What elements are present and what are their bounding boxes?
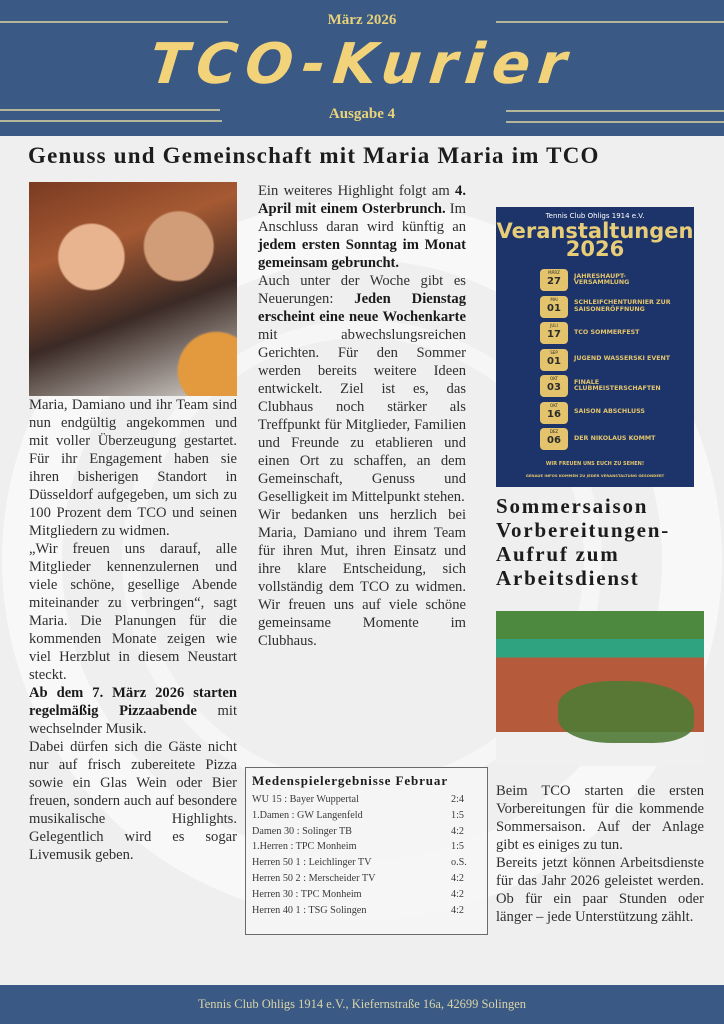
section-text — [496, 782, 704, 926]
event-name: TCO SOMMERFEST — [574, 328, 640, 336]
event-month: DEZ — [549, 429, 559, 434]
result-score: 4:2 — [451, 872, 465, 884]
result-row — [252, 808, 481, 824]
event-day: 17 — [547, 329, 561, 340]
poster-footer: WIR FREUEN UNS EUCH ZU SEHEN! — [545, 461, 645, 467]
event-date-badge — [540, 322, 568, 344]
tennis-court-photo — [496, 611, 704, 766]
event-day: 01 — [547, 302, 561, 314]
masthead — [0, 0, 724, 136]
result-score: 4:2 — [451, 888, 465, 900]
event-name: SCHLEIFCHENTURNIER ZUR SAISONERÖFFNUNG — [574, 299, 671, 313]
issue-date: März 2026 — [327, 12, 397, 28]
events-poster — [496, 207, 694, 487]
result-score: 1:5 — [451, 841, 465, 853]
event-day: 16 — [547, 408, 561, 420]
paragraph — [258, 272, 466, 506]
poster-event — [540, 375, 674, 397]
event-month: OKT — [550, 402, 558, 408]
event-date-badge — [540, 269, 568, 291]
paragraph: Bereits jetzt können Arbeitsdienste für das Jahr 2026 geleistet werden. Ob für ein paar Stunden oder länger – jede Unterstützung zählt. — [496, 855, 704, 925]
poster-title — [496, 219, 694, 261]
paragraph: Dabei dürfen sich die Gäste nicht nur auf frisch zubereitete Pizza sowie ein Glas Wein oder Bier freuen, sondern auch auf besondere musikalische Highlights. Gelegentlich wird es sogar Livemusik geben. — [29, 739, 237, 863]
event-month: OKT — [550, 376, 558, 381]
footer-address: Tennis Club Ohligs 1914 e.V., Kiefernstraße 16a, 42699 Solingen — [0, 985, 724, 1024]
article-column-2 — [258, 182, 466, 650]
highlight-text: jedem ersten Sonntag im Monat gemeinsam gebruncht. — [258, 237, 466, 271]
result-match: Herren 30 : TPC Monheim — [252, 888, 362, 900]
event-date-badge — [540, 375, 568, 397]
result-score: 4:2 — [451, 904, 465, 916]
event-date-badge — [540, 349, 568, 371]
event-name: JAHRESHAUPT-VERSAMMLUNG — [574, 272, 630, 286]
poster-title-line: Veranstaltungen — [496, 219, 694, 243]
event-date-badge — [540, 402, 568, 424]
event-month: MAI — [550, 296, 558, 302]
chefs-photo — [29, 182, 237, 396]
paragraph: Beim TCO starten die ersten Vorbereitungen für die kommende Sommersaison. Auf der Anlage gibt es einiges zu tun. — [496, 783, 704, 853]
event-month: SEP — [550, 349, 558, 355]
event-month: MÄRZ — [548, 270, 560, 275]
event-name: FINALE CLUBMEISTERSCHAFTEN — [574, 378, 661, 392]
result-row — [252, 824, 481, 840]
paragraph — [258, 182, 466, 272]
event-name: DER NIKOLAUS KOMMT — [574, 434, 656, 442]
result-row — [252, 887, 481, 903]
event-date-badge — [540, 428, 568, 450]
highlight-text: Ab dem 7. März 2026 starten regelmäßig Pizzaabende — [29, 685, 237, 719]
poster-org: Tennis Club Ohligs 1914 e.V. — [545, 212, 645, 220]
paragraph: Maria, Damiano und ihr Team sind nun endgültig angekommen und mit voller Überzeugung gestartet. Für ihr Engagement haben sie ihren bisherigen Standort in Düsseldorf aufgegeben, um sich zu 100 Prozent dem TCO und seinen Mitgliedern zu widmen. — [29, 397, 237, 539]
event-day: 01 — [547, 355, 561, 367]
result-row — [252, 839, 481, 855]
event-day: 27 — [547, 276, 561, 287]
event-month: JULI — [550, 323, 558, 328]
poster-event — [540, 269, 674, 291]
result-match: Herren 40 1 : TSG Solingen — [252, 904, 367, 916]
result-score: 4:2 — [451, 825, 465, 837]
poster-event — [540, 322, 674, 344]
results-title: Medenspielergebnisse Februar — [252, 773, 448, 788]
result-score: 1:5 — [451, 809, 465, 821]
result-match: Damen 30 : Solinger TB — [252, 825, 352, 837]
text: Ein weiteres Highlight folgt am — [258, 183, 456, 199]
event-day: 06 — [547, 435, 561, 446]
result-match: 1.Damen : GW Langenfeld — [252, 809, 363, 821]
text: mit wechselnder Musik. — [29, 703, 237, 737]
match-results-box — [245, 767, 488, 935]
poster-title-line: 2026 — [565, 237, 625, 261]
text: mit abwechslungsreichen Gerichten. Für den Sommer werden bereits weitere Ideen entwickelt. Ziel ist es, das Clubhaus noch stärker als Treffpunkt für Mitglieder, Familien und Freunde zu etablieren und einen Ort zu schaffen, an dem Gemeinschaft, Genuss und Geselligkeit im Mittelpunkt stehen. — [258, 327, 466, 505]
text: Auch unter der Woche gibt es Neuerungen: — [258, 273, 466, 307]
text: Im Anschluss daran wird künftig an — [258, 201, 466, 235]
result-match: WU 15 : Bayer Wuppertal — [252, 794, 359, 805]
event-date-badge — [540, 296, 568, 318]
article-column-1 — [29, 396, 237, 864]
poster-event — [540, 349, 674, 371]
results-list — [252, 792, 481, 918]
event-day: 03 — [547, 382, 561, 393]
poster-event — [540, 402, 674, 424]
poster-footnote: GENAUE INFOS KOMMEN ZU JEDER VERANSTALTUNG GESONDERT — [525, 473, 665, 478]
paragraph: „Wir freuen uns darauf, alle Mitglieder kennenzulernen und viele schöne, gesellige Abende miteinander zu verbringen“, sagt Maria. Die Planungen für die kommenden Monate zeigen wie viel Herzblut in diesem Neustart steckt. — [29, 541, 237, 683]
poster-event — [540, 296, 674, 318]
paragraph: Wir bedanken uns herzlich bei Maria, Damiano und ihrem Team für ihren Mut, ihren Einsatz und ihre klare Entscheidung, sich vollständig dem TCO zu widmen. Wir freuen uns auf viele schöne gemeinsame Momente im Clubhaus. — [258, 507, 466, 649]
section-headline: Sommersaison Vorbereitungen-Aufruf zum Arbeitsdienst — [496, 494, 670, 590]
result-row — [252, 792, 481, 808]
result-match: Herren 50 2 : Merscheider TV — [252, 872, 376, 884]
event-name: SAISON ABSCHLUSS — [574, 408, 645, 416]
result-match: Herren 50 1 : Leichlinger TV — [252, 857, 372, 869]
result-row — [252, 903, 481, 919]
newsletter-title: TCO-Kurier — [146, 32, 578, 97]
fallen-tree-branches — [558, 681, 693, 743]
event-name: JUGEND WASSERSKI EVENT — [574, 355, 671, 363]
result-row — [252, 871, 481, 887]
result-score: o.S. — [451, 857, 467, 869]
issue-number: Ausgabe 4 — [328, 106, 396, 122]
highlight-text: 4. April mit einem Osterbrunch. — [258, 183, 466, 217]
poster-event — [540, 428, 674, 450]
highlight-text: Jeden Dienstag erscheint eine neue Wochenkarte — [258, 291, 466, 325]
result-row — [252, 855, 481, 871]
article-headline: Genuss und Gemeinschaft mit Maria Maria im TCO — [28, 143, 600, 168]
paragraph — [29, 684, 237, 738]
result-score: 2:4 — [451, 794, 465, 805]
result-match: 1.Herren : TPC Monheim — [252, 841, 357, 853]
